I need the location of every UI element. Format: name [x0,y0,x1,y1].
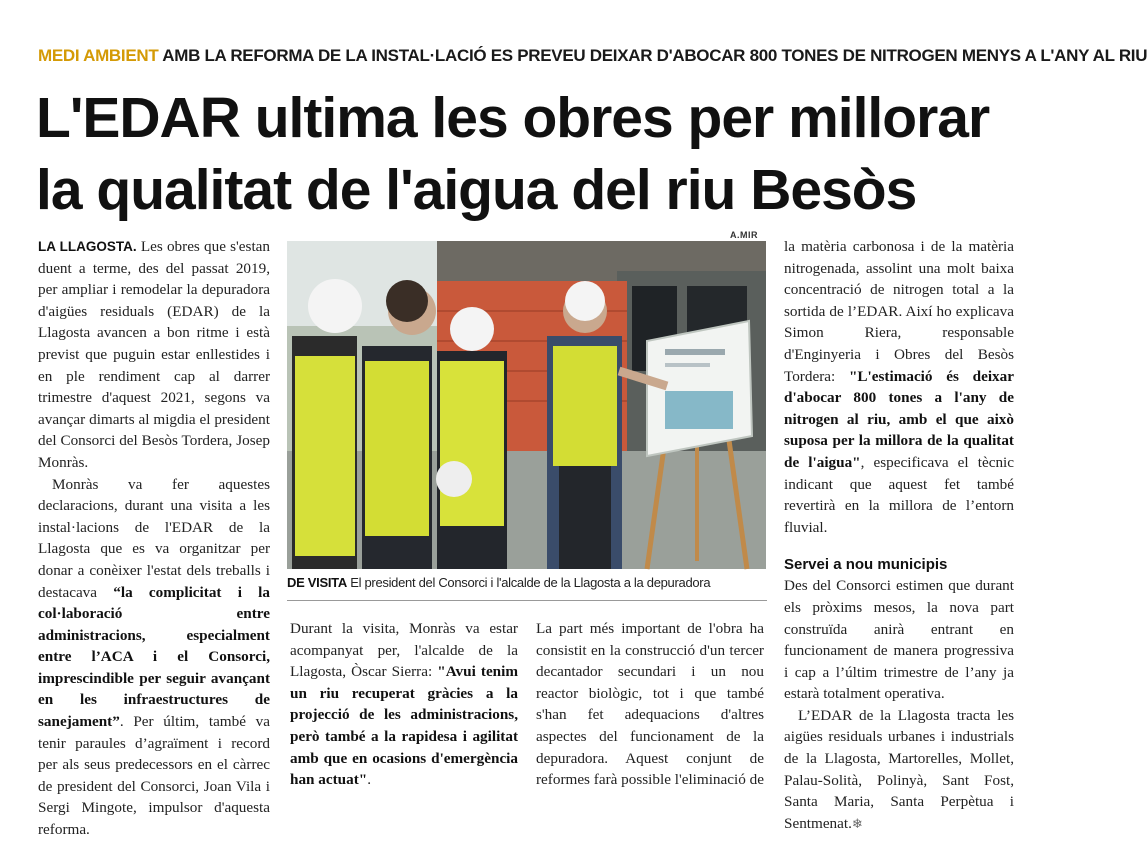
paragraph-2-quote: “la complicitat i la col·laboració entre administracions, especialment entre l’ACA i el Consorci, imprescindible per seguir avançant en les infraestructures de sanejament” [38,583,271,731]
end-mark-icon: ❄ [851,815,863,831]
news-photo [287,241,766,569]
caption-text: El president del Consorci i l'alcalde de la Llagosta a la depuradora [350,575,711,590]
paragraph-4-quote: "L'estimació és deixar d'abocar 800 tones a l'any de nitrogen al riu, amb el que això suposa per la millora de la qualitat de l'aigua" [784,367,1014,471]
column-2 [290,618,518,791]
paragraph-2-text: Monràs va fer aquestes declaracions, durant una visita a les instal·lacions de l'EDAR de la Llagosta que es va organitzar per donar a conèixer l'estat dels treballs i destacava [38,475,270,601]
subheading: Servei a nou municipis [784,556,948,574]
kicker [38,46,1147,66]
caption-label: DE VISITA [287,575,347,590]
column-3 [536,618,764,791]
paragraph-2-tail: . Per últim, també va tenir paraules d’agraïment i record per als seus predecessors en el càrrec de president del Consorci, Joan Vila i Sergi Mingote, impulsor d'aquesta reforma. [38,713,270,839]
paragraph-3 [290,618,518,791]
headline [36,82,1021,226]
paragraph-1 [38,236,270,474]
photo-credit: A.MIR [730,230,758,240]
paragraph-6 [784,705,1014,835]
paragraph-6-text: L’EDAR de la Llagosta tracta les aigües residuals urbanes i industrials de la Llagosta, Martorelles, Mollet, Palau-Solità, Polinyà, Sant Fost, Santa Maria, Santa Perpètua i Sentmenat. [784,706,1014,832]
paragraph-1-text: Les obres que s'estan duent a terme, des del passat 2019, per ampliar i remodelar la depuradora d'aigües residuals (EDAR) de la Llagosta avancen a bon ritme i està previst que puguin estar enllestides i en ple rendiment cap al darrer trimestre d'aquest 2021, segons va avançar dimarts al migdia el president del Consorci del Besòs Tordera, Josep Monràs. [38,238,270,471]
paragraph-4-tail: , especificava el tècnic indicant que aquest fet també revertirà en la millora de l’entorn fluvial. [784,453,1014,536]
paragraph-5: Des del Consorci estimen que durant els pròxims mesos, la nova part construïda anirà entrant en funcionament de manera progressiva i cap a l’últim trimestre de l’any ja estarà totalment operativa. [784,577,1014,703]
photo-caption [287,575,767,590]
section-label: MEDI AMBIENT [38,46,159,65]
paragraph-4-start: La part més important de l'obra ha consistit en la construcció d'un tercer decantador secundari i un nou reactor biològic, tot i que també s'han fet adequacions d'altres aspectes del funcionament de la depuradora. Aquest conjunt de reformes farà possible l'eliminació de [536,620,764,789]
kicker-text: AMB LA REFORMA DE LA INSTAL·LACIÓ ES PREVEU DEIXAR D'ABOCAR 800 TONES DE NITROGEN MENYS A L'ANY AL RIU [162,46,1147,65]
headline-line-2: la qualitat de l'aigua del riu Besòs [36,158,917,222]
paragraph-3-quote: "Avui tenim un riu recuperat gràcies a la projecció de les administracions, però també a la rapidesa i agilitat amb que en ocasions d'emergència han actuat" [290,663,518,789]
paragraph-4-continued: la matèria carbonosa i de la matèria nitrogenada, assolint una molt baixa concentració de nitrogen total a la sortida de l’EDAR. Així ho explicava Simon Riera, responsable d'Enginyeria i Obres del Besòs Tordera: "L'estimació és deixar d'abocar 800 tones a l'any de nitrogen al riu, amb el que això suposa per la millora de la qualitat de l'aigua", especificava el tècnic indicant que aquest fet també revertirà en la millora de l’entorn fluvial. [784,238,1014,536]
column-1 [38,236,270,841]
dateline: LA LLAGOSTA. [38,239,137,254]
photo-illustration [287,241,766,569]
caption-divider [287,600,767,601]
headline-line-1: L'EDAR ultima les obres per millorar [36,86,990,150]
paragraph-3-text: Durant la visita, Monràs va estar acompanyat per, l'alcalde de la Llagosta, Òscar Sierra: [290,620,518,681]
paragraph-2 [38,474,270,841]
column-4 [784,236,1014,834]
paragraph-3-tail: . [367,771,372,789]
